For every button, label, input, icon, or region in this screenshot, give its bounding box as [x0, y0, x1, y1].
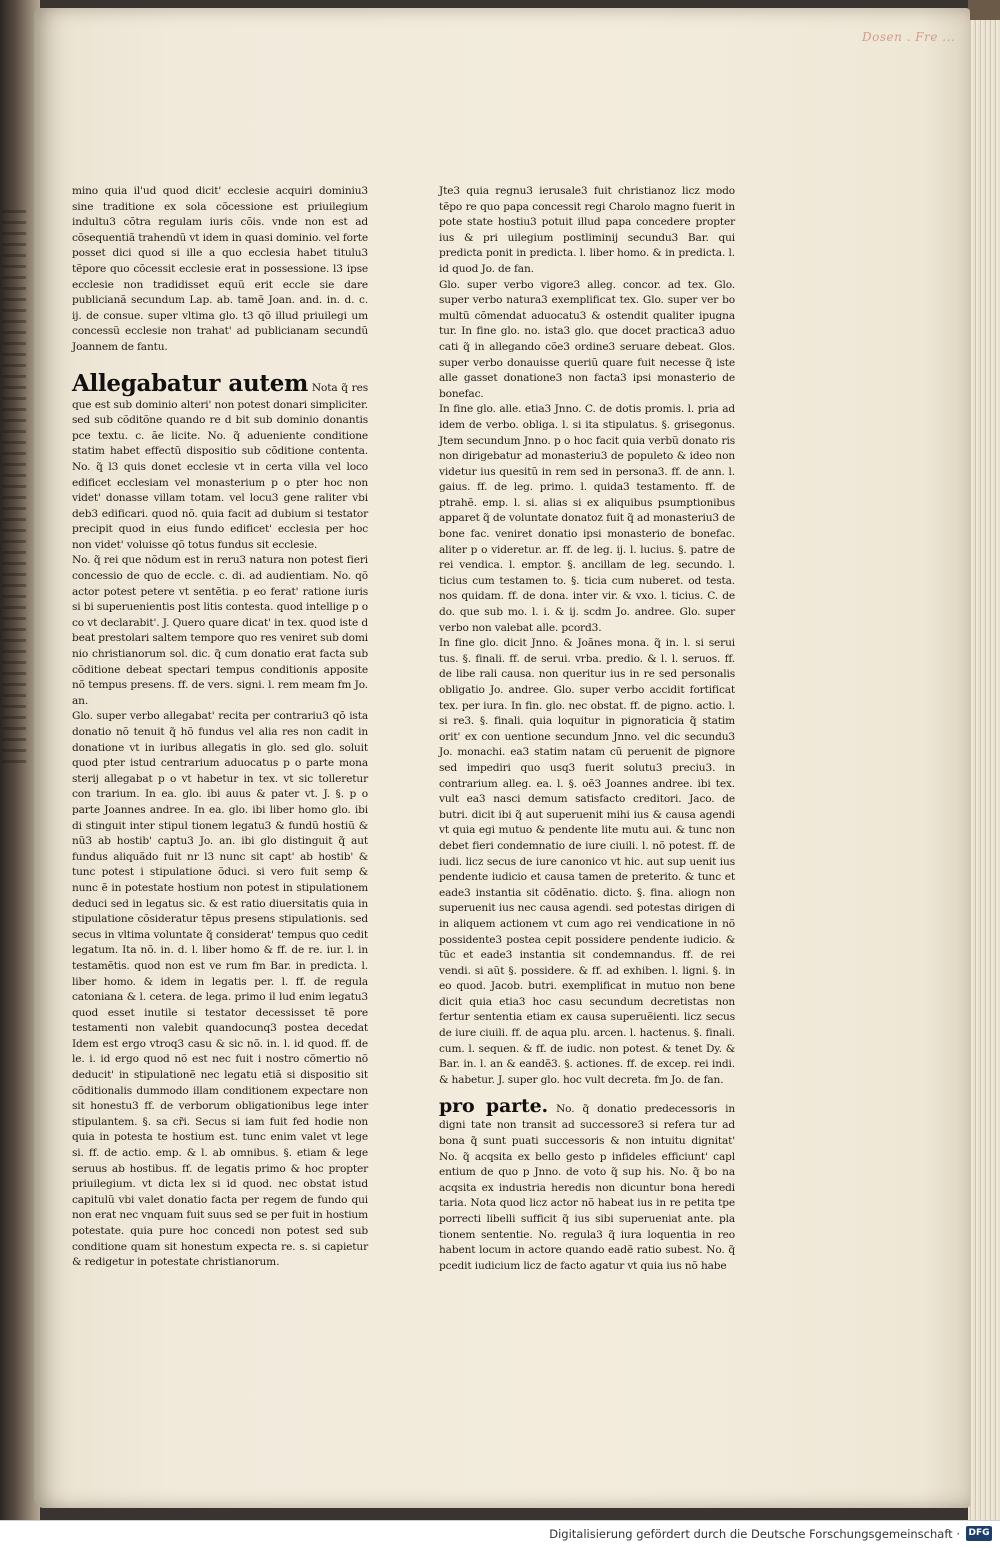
left-text-column [72, 184, 368, 1271]
right-paragraph-4: In fine glo. dicit Jnno. & Joãnes mona. q̃ in. l. si serui tus. §. finali. ff. de serui. vrba. predio. & l. l. seruos. ff. de libe rali causa. non queritur ius in re sed personalis obligatio Jo. andree. Glo. super verbo accidit fortificat tex. per iura. In fin. glo. nec obstat. ff. de pigno. actio. l. si re3. §. finali. quia loquitur in pignoraticia q̃ statim orit' ex con uentione secundum Jnno. vel dic secundu3 Jo. monachi. ea3 statim natam cũ peruenit de pignore sed impediri quo usq3 fuerit solutu3 preciu3. in contrarium alleg. ea. l. §. oẽ3 Joannes andree. ibi tex. vult ea3 nasci demum satisfacto creditori. Jaco. de butri. dicit ibi q̃ aut superuenit mihi ius & causa agendi vt quia egi mutuo & pendente lite mutu aui. & tunc non debet fieri condemnatio de iure ciuili. l. nõ potest. ff. de iudi. licz secus de iure canonico vt hic. aut sup uenit ius pendente iudicio et causa tamen de preterito. & tunc et eade3 instantia sit cõdẽnatio. dicto. §. fina. aliogn non superuenit ius nec causa agendi. sed potestas dirigen di in aliquem actionem vt cum ago rei vendicatione in nõ possidente3 postea cepit possidere pendente iudicio. & tũc et eade3 instantia sit condemnandus. ff. de rei vendi. si aũt §. possidere. & ff. ad exhiben. l. ligni. §. in eo quod. Jacob. butri. exemplificat in mutuo non bene dicit quia etia3 hoc casu secundum decretistas non fertur sententia etiam ex causa superuẽienti. licz secus de iure ciuili. ff. de aqua plu. arcen. l. hactenus. §. finali. cum. l. sequen. & ff. de iudic. non potest. & tenet Dy. & Bar. in. l. an & eandẽ3. §. actiones. ff. de excep. rei indi. & habetur. J. super glo. hoc vult decreta. fm Jo. de fan. [439, 637, 735, 1086]
left-paragraph-2 [72, 370, 368, 554]
right-paragraph-5 [439, 1094, 735, 1274]
right-page-edges [968, 0, 1000, 1520]
lemma-pro-parte: pro parte. [439, 1095, 548, 1118]
right-paragraph-2: Glo. super verbo vigore3 alleg. concor. ad tex. Glo. super verbo natura3 exemplificat tex. Glo. super ver bo multũ cõmendat aduocatu3 & ostendit qualiter ipugna tur. In fine glo. no. ista3 glo. que docet practica3 aduo cati q̃ in allegando cõe3 ordine3 seruare debeat. Glos. super verbo donauisse queriũ quare fuit necesse q̃ iste alle gasset donatione3 non facta3 ipsi monasterio de bonefac. [439, 278, 735, 400]
right-paragraph-3: In fine glo. alle. etia3 Jnno. C. de dotis promis. l. pria ad idem de verbo. obliga. l. si ita stipulatus. §. grisegonus. Jtem secundum Jnno. p o hoc facit quia verbũ donato ris non dirigebatur ad monasteriu3 de populeto & ideo non videtur ius quesitũ in rem sed in persona3. ff. de ann. l. gaius. ff. de leg. primo. l. quida3 testamento. ff. de ptrahẽ. emp. l. si. alias si ex aliquibus psumptionibus apparet q̃ de voluntate donatoz fuit q̃ ad monasteriu3 de bone fac. veniret donatio ipsi monasterio de bonefac. aliter p o videretur. ar. ff. de leg. ij. l. lucius. §. patre de rei vendica. l. emptor. §. ancillam de leg. secundo. l. ticius cum testamen to. §. ticia cum nuberet. od testa. nos quidam. ff. de dona. inter vir. & vxo. l. ticius. C. de do. que sub mo. l. i. & ij. scdm Jo. andree. Glo. super verbo non valebat alle. pcord3. [439, 403, 735, 634]
left-paragraph-2-text: Nota q̃ res que est sub dominio alteri' non potest donari simpliciter. sed sub cõditõne quando re d bit sub dominio donantis pce textu. c. ãe licite. No. q̃ adueniente conditione statim habet effectũ dispositio sub cõditione contenta. No. q̃ l3 quis donet ecclesie vt in certa villa vel loco edificet ecclesiam vel monasterium p o pter hoc non videt' donasse villam totam. vel locu3 gene raliter vbi deb3 edificari. quod nõ. quia facit ad dubium si testator precipit quod in eius fundo edificet' ecclesia per hoc non videt' voluisse qõ totus fundus sit ecclesie. [72, 381, 368, 551]
marginal-note: Dosen . Fre ... [862, 30, 956, 44]
right-text-column [439, 184, 735, 1274]
left-paragraph-1: mino quia il'ud quod dicit' ecclesie acquiri dominiu3 sine traditione ex sola cõcessione est priuilegium indultu3 cõtra regulam iuris cõis. vnde non est ad cõsequentiã trahendũ vt idem in quasi dominio. vel forte posset dici quod si ille a quo ecclesia habet titulu3 tẽpore quo cõcessit ecclesie erat in possessione. l3 ipse ecclesie non tradidisset equũ erit eccle sie dare publicianã secundum Lap. ab. tamẽ Joan. and. in. d. c. ij. de consue. super vltima glo. t3 qõ illud priuilegi um concessũ ecclesie non trahat' ad publicianam secundũ Joannem de fantu. [72, 185, 368, 353]
footer-bar [0, 1520, 1000, 1548]
right-paragraph-5-text: No. q̃ donatio predecessoris in digni tate non transit ad successore3 si refera tur ad bona q̃ sunt puati successoris & non intuitu dignitat' No. q̃ acqsita ex bello gesto p infideles efficiunt' capl entium de quo p Jnno. de voto q̃ sup his. No. q̃ bo na acqsita ex industria heredis non dicuntur bona heredi taria. Nota quod licz actor nõ habeat ius in re petita tpe porrecti libelli sufficit q̃ ius sibi superueniat ante. pla tionem sententie. No. regula3 q̃ iura loquentia in reo habent locum in actore quando eadẽ ratio subest. No. q̃ pcedit iudicium licz de facto agatur vt quia ius nõ habe [439, 1103, 736, 1272]
bleed-through-column [2, 210, 26, 770]
binding-top [968, 0, 1000, 20]
dfg-logo: DFG [966, 1526, 992, 1541]
left-paragraph-3: No. q̃ rei que nõdum est in reru3 natura non potest fieri concessio de quo de eccle. c. di. ad audientiam. No. qõ actor potest petere vt sentẽtia. p eo ferat' ratione iuris si bi superuenientis post litis contesta. quod intellige p o co vt declarabit'. J. Quero quare dicat' in tex. quod iste d beat prestolari saltem tempore quo res veniret sub domi nio christianorum sol. dic. q̃ cum donatio erat facta sub cõditione debeat spectari tempus conditionis apposite nõ tempus presens. ff. de vers. signi. l. rem meam fm Jo. an. [72, 554, 368, 707]
right-paragraph-1: Jte3 quia regnu3 ierusale3 fuit christianoz licz modo tẽpo re quo papa concessit regi Charolo magno fuerit in pote state hostiu3 potuit illud papa concedere propter ius & pri uilegium postliminij secundu3 Bar. qui predicta ponit in predicta. l. liber homo. & in predicta. l. id quod Jo. de fan. [439, 185, 735, 275]
funding-credit: Digitalisierung gefördert durch die Deutsche Forschungsgemeinschaft · [549, 1527, 960, 1541]
left-paragraph-4: Glo. super verbo allegabat' recita per contrariu3 qõ ista donatio nõ tenuit q̃ hõ fundus vel alia res non cadit in donatione vt in iuribus allegatis in glo. sed glo. soluit quod pter istud centrarium aduocatus p o parte mona sterij allegabat p o vt habetur in tex. vt sic tolleretur con trarium. In ea. glo. ibi auus & pater vt. J. §. p o parte Joannes andree. In ea. glo. ibi liber homo glo. ibi di stinguit inter stipul tionem legatu3 & fundũ hostiũ & nũ3 ab hostib' captu3 Jo. an. ibi glo distinguit q̃ aut fundus aliquãdo fuit nr l3 nunc sit capt' ab hostib' & tunc potest i stipulatione õduci. si vero fuit semp & nunc ẽ in potestate hostium non potest in stipulationem deduci sed in legatus sic. & est ratio diuersitatis quia in stipulatione cõsideratur tẽpus presens stipulationis. sed secus in vltima voluntate q̃ considerat' tempus quo cedit legatum. Ita nõ. in. d. l. liber homo & ff. de re. iur. l. in testamẽtis. quod non est ve rum fm Bar. in predicta. l. liber homo. & idem in legatis per. l. ff. de regula catoniana & l. cetera. de lega. primo il lud enim legatu3 quod esset inutile si testator decessisset tẽ pore testamenti non valebit quandocunq3 postea decedat Idem est ergo vtroq3 casu & sic nõ. in. l. id quod. ff. de le. i. id ergo quod nõ est nec fuit i nostro cõmertio nõ deducit' in stipulationẽ nec legatu etiã si dispositio sit cõditionalis dummodo illam conditionem expectare non sit honestu3 ff. de verborum obligationibus lege inter stipulantem. §. sa cr̃i. Secus si iam fuit fed hodie non quia in potesta te hostium est. tunc enim valet vt lege si. ff. de actio. emp. & l. ab omnibus. §. etiam & lege seruus ab hostibus. ff. de legatis primo & hoc propter priuilegium. vt dicta lex si id quod. nec obstat istud capitulũ vbi valet donatio facta per regem de fundo qui non erat nec vnquam fuit suus sed se per fuit in hostium potestate. quia pure hoc concedi non potest sed sub conditione quam sit honestum expecta re. s. si capietur & redigetur in potestate christianorum. [72, 710, 368, 1269]
lemma-allegabatur: Allegabatur autem [72, 369, 309, 397]
